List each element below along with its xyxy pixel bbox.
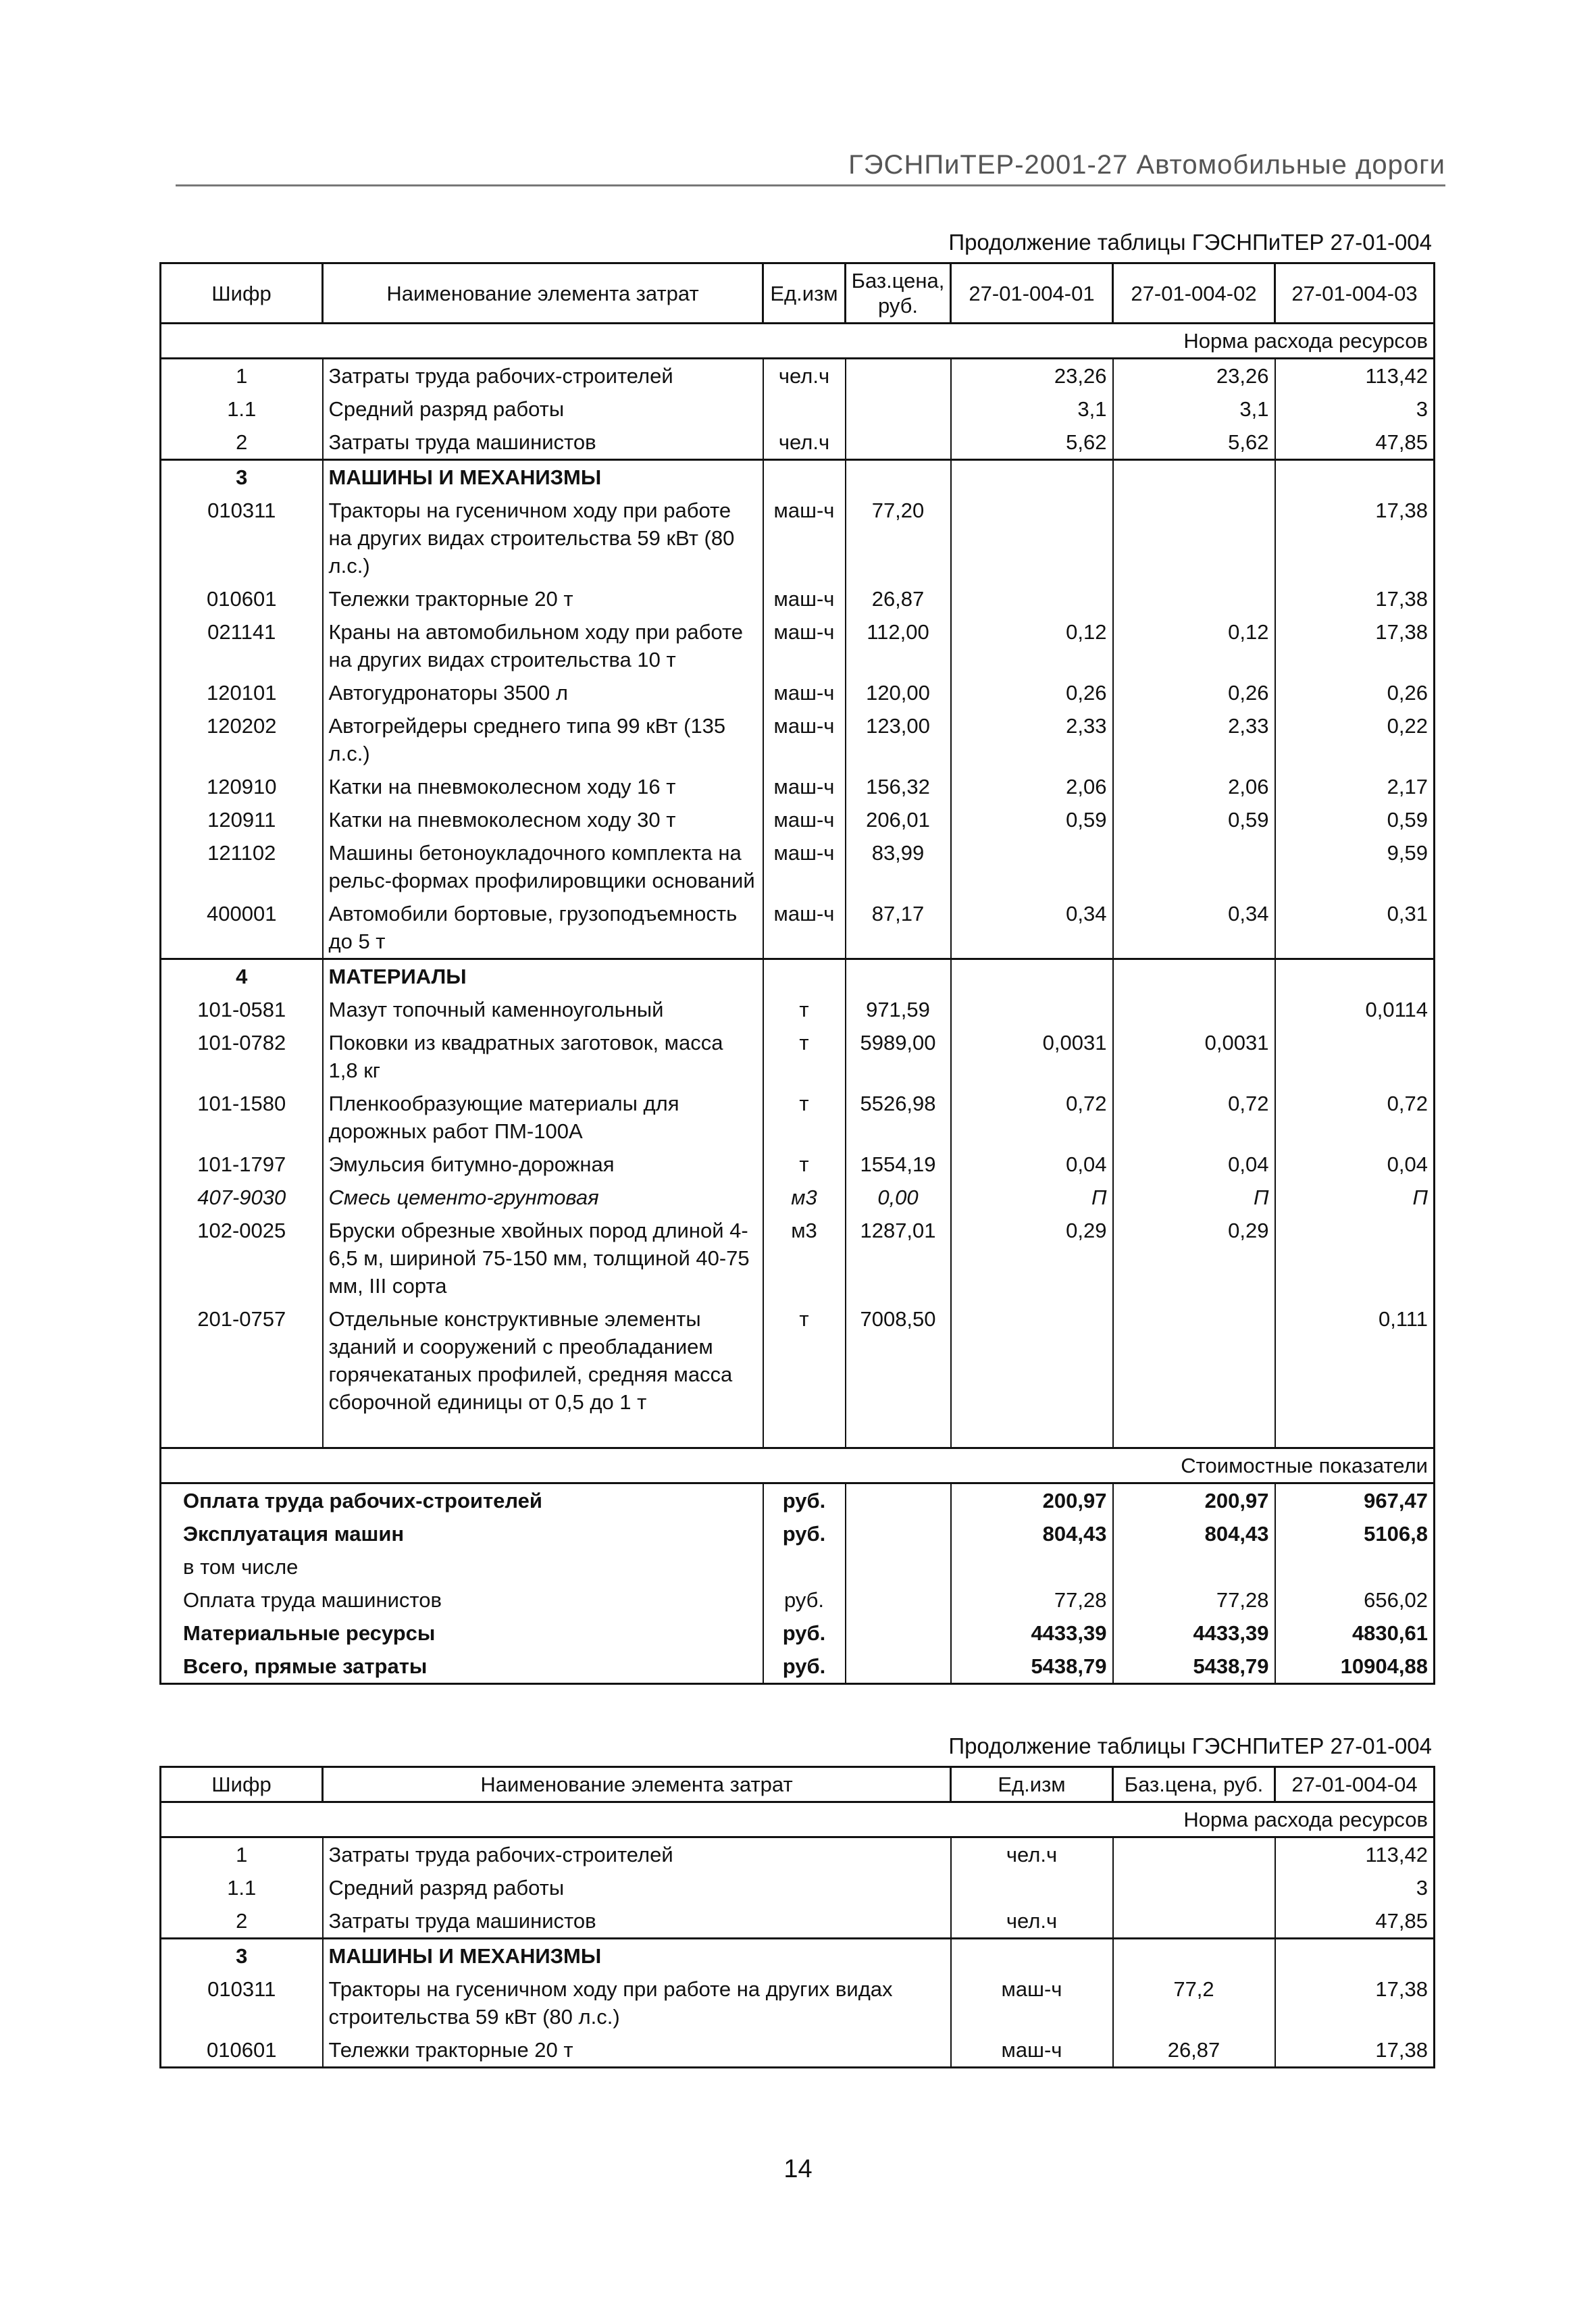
row-value-02 (1113, 1302, 1275, 1419)
col-price-header: Баз.цена, руб. (846, 263, 951, 324)
cost-unit: руб. (763, 1583, 846, 1617)
cost-value-01: 200,97 (951, 1483, 1113, 1518)
row-name: Бруски обрезные хвойных пород длиной 4-6,5 м, шириной 75-150 мм, толщиной 40-75 мм, III сорта (323, 1214, 763, 1302)
row-unit: т (763, 993, 846, 1026)
row-price: 7008,50 (846, 1302, 951, 1419)
row-name: Пленкообразующие материалы для дорожных работ ПМ-100А (323, 1087, 763, 1148)
table-row (161, 770, 1435, 803)
row-unit: т (763, 1302, 846, 1419)
cost-value-02: 77,28 (1113, 1583, 1275, 1617)
row-code: 4 (161, 959, 323, 994)
row-value-03 (1275, 959, 1435, 994)
row-value-02 (1113, 582, 1275, 615)
row-value-03 (1275, 460, 1435, 494)
cost-value-02 (1113, 1550, 1275, 1583)
table-row (161, 1939, 1435, 1973)
norm-label-row (161, 324, 1435, 359)
row-value-02: 2,33 (1113, 709, 1275, 770)
row-value-03: 113,42 (1275, 359, 1435, 393)
row-value-04: 3 (1275, 1871, 1435, 1904)
row-value-03: 0,22 (1275, 709, 1435, 770)
col-name-header: Наименование элемента затрат (323, 263, 763, 324)
document-header: ГЭСНПиТЕР-2001-27 Автомобильные дороги (176, 150, 1445, 186)
cost-price-empty (846, 1550, 951, 1583)
row-price (846, 460, 951, 494)
row-unit: маш-ч (763, 494, 846, 582)
row-code: 400001 (161, 897, 323, 959)
row-unit: маш-ч (763, 709, 846, 770)
row-unit: чел.ч (951, 1837, 1113, 1872)
row-value-03: 9,59 (1275, 836, 1435, 897)
row-value-01: 0,0031 (951, 1026, 1113, 1087)
row-name: Краны на автомобильном ходу при работе на других видах строительства 10 т (323, 615, 763, 676)
cost-row (161, 1550, 1435, 1583)
cost-value-03: 5106,8 (1275, 1517, 1435, 1550)
table-row (161, 1904, 1435, 1939)
row-name: Средний разряд работы (323, 392, 763, 426)
row-code: 120202 (161, 709, 323, 770)
row-value-02 (1113, 460, 1275, 494)
row-unit: маш-ч (763, 803, 846, 836)
table-row (161, 1026, 1435, 1087)
row-value-04: 113,42 (1275, 1837, 1435, 1872)
table-row (161, 836, 1435, 897)
row-price: 206,01 (846, 803, 951, 836)
row-price: 0,00 (846, 1181, 951, 1214)
row-code: 021141 (161, 615, 323, 676)
table-row (161, 959, 1435, 994)
cost-price-empty (846, 1483, 951, 1518)
row-value-03: 0,111 (1275, 1302, 1435, 1419)
cost-value-01: 804,43 (951, 1517, 1113, 1550)
table1-header-row (161, 263, 1435, 324)
row-name: МАШИНЫ И МЕХАНИЗМЫ (323, 460, 763, 494)
row-value-04: 47,85 (1275, 1904, 1435, 1939)
table-row (161, 1087, 1435, 1148)
row-price (1113, 1837, 1275, 1872)
table2-continuation-title: Продолжение таблицы ГЭСНПиТЕР 27-01-004 (948, 1733, 1432, 1758)
row-name: Поковки из квадратных заготовок, масса 1,8 кг (323, 1026, 763, 1087)
row-code: 010601 (161, 2033, 323, 2068)
row-name: МАТЕРИАЛЫ (323, 959, 763, 994)
row-unit: маш-ч (763, 676, 846, 709)
row-value-02: 0,26 (1113, 676, 1275, 709)
table-row (161, 1302, 1435, 1419)
table-row (161, 460, 1435, 494)
col-code-header: Шифр (161, 263, 323, 324)
row-code: 3 (161, 1939, 323, 1973)
cost-value-02: 4433,39 (1113, 1617, 1275, 1650)
row-value-03 (1275, 1026, 1435, 1087)
row-value-02: 2,06 (1113, 770, 1275, 803)
row-value-02: 3,1 (1113, 392, 1275, 426)
cost-row (161, 1483, 1435, 1518)
row-value-01 (951, 959, 1113, 994)
table-row (161, 1148, 1435, 1181)
norm-label: Норма расхода ресурсов (161, 1802, 1435, 1837)
row-unit (951, 1939, 1113, 1973)
row-price (846, 426, 951, 460)
table-row (161, 1214, 1435, 1302)
row-unit (763, 959, 846, 994)
row-value-01 (951, 836, 1113, 897)
row-value-01: 0,04 (951, 1148, 1113, 1181)
row-value-02: 0,34 (1113, 897, 1275, 959)
row-code: 1 (161, 1837, 323, 1872)
resource-table-2 (159, 1766, 1435, 2068)
cost-row (161, 1650, 1435, 1684)
row-code: 121102 (161, 836, 323, 897)
row-unit (951, 1871, 1113, 1904)
row-name: Отдельные конструктивные элементы зданий и сооружений с преобладанием горячекатаных профилей, средняя масса сборочной единицы от 0,5 до 1 т (323, 1302, 763, 1419)
cost-value-01: 5438,79 (951, 1650, 1113, 1684)
row-value-02: 0,12 (1113, 615, 1275, 676)
row-name: Тракторы на гусеничном ходу при работе на других видах строительства 59 кВт (80 л.с.) (323, 1973, 951, 2033)
row-value-01 (951, 582, 1113, 615)
row-value-01: 2,06 (951, 770, 1113, 803)
row-name: Мазут топочный каменноугольный (323, 993, 763, 1026)
row-value-03: 0,26 (1275, 676, 1435, 709)
row-price: 971,59 (846, 993, 951, 1026)
row-price: 123,00 (846, 709, 951, 770)
cost-price-empty (846, 1517, 951, 1550)
row-name: Средний разряд работы (323, 1871, 951, 1904)
row-value-04 (1275, 1939, 1435, 1973)
row-value-03: П (1275, 1181, 1435, 1214)
row-code: 010311 (161, 1973, 323, 2033)
col-code-header: Шифр (161, 1767, 323, 1802)
cost-row (161, 1583, 1435, 1617)
col-c2-header: 27-01-004-02 (1113, 263, 1275, 324)
row-unit: маш-ч (763, 897, 846, 959)
table-row (161, 993, 1435, 1026)
col-c1-header: 27-01-004-01 (951, 263, 1113, 324)
row-code: 010311 (161, 494, 323, 582)
row-value-01: 0,59 (951, 803, 1113, 836)
cost-value-01: 77,28 (951, 1583, 1113, 1617)
row-value-02 (1113, 836, 1275, 897)
row-name: Машины бетоноукладочного комплекта на рельс-формах профилировщики оснований (323, 836, 763, 897)
col-price-header: Баз.цена, руб. (1113, 1767, 1275, 1802)
cost-value-01: 4433,39 (951, 1617, 1113, 1650)
cost-unit (763, 1550, 846, 1583)
table-row (161, 426, 1435, 460)
row-code: 010601 (161, 582, 323, 615)
cost-value-02: 200,97 (1113, 1483, 1275, 1518)
row-value-03: 0,31 (1275, 897, 1435, 959)
row-price: 120,00 (846, 676, 951, 709)
row-code: 1.1 (161, 1871, 323, 1904)
table-row (161, 1871, 1435, 1904)
table-row (161, 615, 1435, 676)
row-value-02: 23,26 (1113, 359, 1275, 393)
norm-label: Норма расхода ресурсов (161, 324, 1435, 359)
row-price: 1287,01 (846, 1214, 951, 1302)
table-row (161, 392, 1435, 426)
table-row (161, 676, 1435, 709)
row-name: Автогудронаторы 3500 л (323, 676, 763, 709)
row-code: 101-0581 (161, 993, 323, 1026)
row-price: 26,87 (1113, 2033, 1275, 2068)
row-value-04: 17,38 (1275, 1973, 1435, 2033)
cost-value-03: 10904,88 (1275, 1650, 1435, 1684)
table-row (161, 1837, 1435, 1872)
row-name: Катки на пневмоколесном ходу 16 т (323, 770, 763, 803)
row-name: Затраты труда машинистов (323, 426, 763, 460)
col-c4-header: 27-01-004-04 (1275, 1767, 1435, 1802)
row-value-01: 0,12 (951, 615, 1113, 676)
row-value-02: 0,29 (1113, 1214, 1275, 1302)
cost-unit: руб. (763, 1517, 846, 1550)
row-unit: маш-ч (763, 615, 846, 676)
cost-price-empty (846, 1617, 951, 1650)
table2-header-row (161, 1767, 1435, 1802)
col-c3-header: 27-01-004-03 (1275, 263, 1435, 324)
row-unit: маш-ч (763, 836, 846, 897)
table-row (161, 494, 1435, 582)
cost-name: Оплата труда машинистов (161, 1583, 763, 1617)
row-value-02: 0,0031 (1113, 1026, 1275, 1087)
row-name: Автогрейдеры среднего типа 99 кВт (135 л.с.) (323, 709, 763, 770)
row-value-03: 17,38 (1275, 615, 1435, 676)
cost-name: в том числе (161, 1550, 763, 1583)
row-value-02: 0,04 (1113, 1148, 1275, 1181)
row-name: Затраты труда машинистов (323, 1904, 951, 1939)
row-code: 1 (161, 359, 323, 393)
row-value-01: 3,1 (951, 392, 1113, 426)
row-code: 2 (161, 426, 323, 460)
row-unit: маш-ч (951, 1973, 1113, 2033)
page-number: 14 (783, 2155, 813, 2183)
row-name: Смесь цементо-грунтовая (323, 1181, 763, 1214)
row-name: Тележки тракторные 20 т (323, 582, 763, 615)
row-value-02: 0,59 (1113, 803, 1275, 836)
row-unit: чел.ч (763, 359, 846, 393)
cost-value-03 (1275, 1550, 1435, 1583)
cost-label: Стоимостные показатели (161, 1448, 1435, 1483)
cost-value-01 (951, 1550, 1113, 1583)
row-price (1113, 1904, 1275, 1939)
row-value-03: 0,72 (1275, 1087, 1435, 1148)
row-code: 2 (161, 1904, 323, 1939)
cost-value-02: 804,43 (1113, 1517, 1275, 1550)
row-unit: т (763, 1087, 846, 1148)
cost-price-empty (846, 1650, 951, 1684)
row-unit: т (763, 1026, 846, 1087)
row-value-01: 0,34 (951, 897, 1113, 959)
row-value-02 (1113, 959, 1275, 994)
row-value-03: 0,04 (1275, 1148, 1435, 1181)
row-value-01 (951, 993, 1113, 1026)
row-value-03: 0,0114 (1275, 993, 1435, 1026)
row-name: Тракторы на гусеничном ходу при работе на других видах строительства 59 кВт (80 л.с.) (323, 494, 763, 582)
row-price (846, 359, 951, 393)
row-name: Затраты труда рабочих-строителей (323, 1837, 951, 1872)
row-unit: маш-ч (763, 770, 846, 803)
spacer-row (161, 1419, 1435, 1448)
row-price (1113, 1939, 1275, 1973)
row-name: Затраты труда рабочих-строителей (323, 359, 763, 393)
row-unit: м3 (763, 1214, 846, 1302)
row-price: 5526,98 (846, 1087, 951, 1148)
row-code: 101-1580 (161, 1087, 323, 1148)
row-value-01 (951, 460, 1113, 494)
row-price: 77,20 (846, 494, 951, 582)
cost-name: Оплата труда рабочих-строителей (161, 1483, 763, 1518)
cost-name: Эксплуатация машин (161, 1517, 763, 1550)
table-row (161, 359, 1435, 393)
cost-name: Всего, прямые затраты (161, 1650, 763, 1684)
table-row (161, 1181, 1435, 1214)
row-code: 1.1 (161, 392, 323, 426)
row-unit (763, 392, 846, 426)
cost-label-row (161, 1448, 1435, 1483)
cost-unit: руб. (763, 1650, 846, 1684)
row-unit: чел.ч (763, 426, 846, 460)
row-price: 112,00 (846, 615, 951, 676)
cost-name: Материальные ресурсы (161, 1617, 763, 1650)
row-price (846, 392, 951, 426)
row-name: Катки на пневмоколесном ходу 30 т (323, 803, 763, 836)
col-name-header: Наименование элемента затрат (323, 1767, 951, 1802)
row-value-01: 0,29 (951, 1214, 1113, 1302)
row-value-02: 5,62 (1113, 426, 1275, 460)
row-code: 120101 (161, 676, 323, 709)
cost-unit: руб. (763, 1483, 846, 1518)
table-row (161, 803, 1435, 836)
col-unit-header: Ед.изм (951, 1767, 1113, 1802)
row-code: 3 (161, 460, 323, 494)
row-name: Тележки тракторные 20 т (323, 2033, 951, 2068)
row-value-03: 2,17 (1275, 770, 1435, 803)
row-unit: м3 (763, 1181, 846, 1214)
row-code: 407-9030 (161, 1181, 323, 1214)
row-value-03: 17,38 (1275, 494, 1435, 582)
row-value-03: 0,59 (1275, 803, 1435, 836)
row-value-02: 0,72 (1113, 1087, 1275, 1148)
row-code: 101-0782 (161, 1026, 323, 1087)
row-value-03: 3 (1275, 392, 1435, 426)
cost-value-02: 5438,79 (1113, 1650, 1275, 1684)
row-value-01: П (951, 1181, 1113, 1214)
row-value-02 (1113, 494, 1275, 582)
row-unit: маш-ч (951, 2033, 1113, 2068)
row-value-01: 2,33 (951, 709, 1113, 770)
row-price: 1554,19 (846, 1148, 951, 1181)
row-price (1113, 1871, 1275, 1904)
cost-row (161, 1517, 1435, 1550)
row-price: 156,32 (846, 770, 951, 803)
col-unit-header: Ед.изм (763, 263, 846, 324)
row-name: Автомобили бортовые, грузоподъемность до 5 т (323, 897, 763, 959)
table-row (161, 709, 1435, 770)
table-row (161, 582, 1435, 615)
row-code: 102-0025 (161, 1214, 323, 1302)
row-value-01: 0,72 (951, 1087, 1113, 1148)
row-name: МАШИНЫ И МЕХАНИЗМЫ (323, 1939, 951, 1973)
table-row (161, 897, 1435, 959)
row-value-01: 23,26 (951, 359, 1113, 393)
row-unit (763, 460, 846, 494)
row-price: 87,17 (846, 897, 951, 959)
row-price (846, 959, 951, 994)
row-price: 77,2 (1113, 1973, 1275, 2033)
table-row (161, 2033, 1435, 2068)
row-value-04: 17,38 (1275, 2033, 1435, 2068)
cost-value-03: 967,47 (1275, 1483, 1435, 1518)
row-unit: маш-ч (763, 582, 846, 615)
row-price: 5989,00 (846, 1026, 951, 1087)
row-unit: т (763, 1148, 846, 1181)
row-price: 26,87 (846, 582, 951, 615)
row-code: 201-0757 (161, 1302, 323, 1419)
row-value-02: П (1113, 1181, 1275, 1214)
cost-value-03: 656,02 (1275, 1583, 1435, 1617)
row-value-03 (1275, 1214, 1435, 1302)
row-value-01 (951, 494, 1113, 582)
cost-price-empty (846, 1583, 951, 1617)
norm-label-row (161, 1802, 1435, 1837)
row-value-01: 5,62 (951, 426, 1113, 460)
table1-continuation-title: Продолжение таблицы ГЭСНПиТЕР 27-01-004 (948, 230, 1432, 255)
row-price: 83,99 (846, 836, 951, 897)
cost-value-03: 4830,61 (1275, 1617, 1435, 1650)
row-value-03: 47,85 (1275, 426, 1435, 460)
row-code: 120911 (161, 803, 323, 836)
row-value-01 (951, 1302, 1113, 1419)
row-name: Эмульсия битумно-дорожная (323, 1148, 763, 1181)
table-row (161, 1973, 1435, 2033)
row-value-03: 17,38 (1275, 582, 1435, 615)
row-code: 120910 (161, 770, 323, 803)
row-value-02 (1113, 993, 1275, 1026)
resource-table-1 (159, 262, 1435, 1685)
cost-row (161, 1617, 1435, 1650)
row-code: 101-1797 (161, 1148, 323, 1181)
cost-unit: руб. (763, 1617, 846, 1650)
row-value-01: 0,26 (951, 676, 1113, 709)
row-unit: чел.ч (951, 1904, 1113, 1939)
